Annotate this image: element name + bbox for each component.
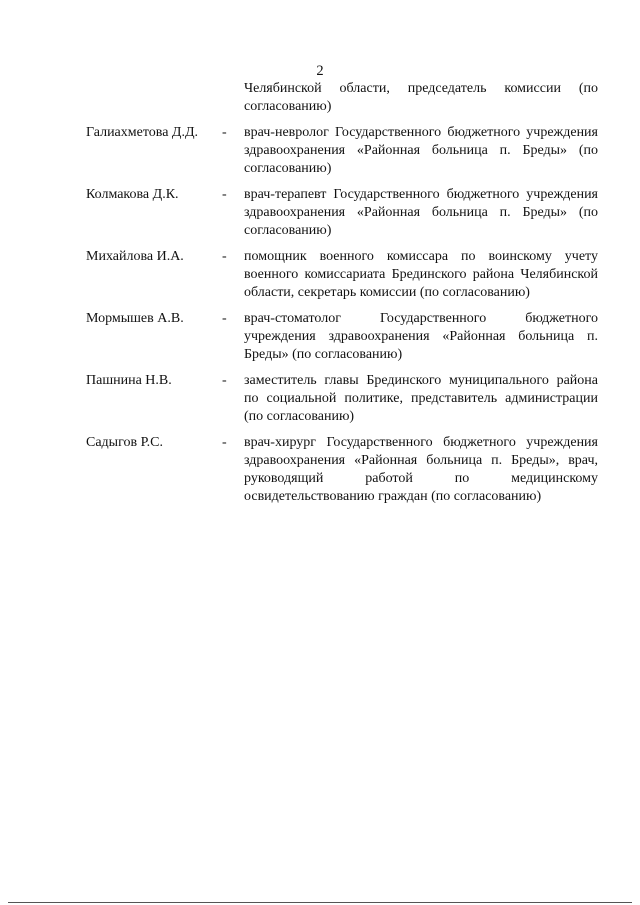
member-name: Михайлова И.А. <box>86 249 184 264</box>
member-name: Пашнина Н.В. <box>86 373 172 388</box>
page-number: 2 <box>316 63 324 79</box>
member-row <box>86 434 598 506</box>
member-role: помощник военного комиссара по воинскому учету военного комиссариата Брединского района Челябинской области, секретарь комиссии (по согласованию) <box>244 249 598 300</box>
member-name: Галиахметова Д.Д. <box>86 125 199 140</box>
member-dash: - <box>222 373 227 388</box>
member-row <box>86 310 598 364</box>
member-name: Садыгов Р.С. <box>86 435 163 450</box>
member-row <box>86 186 598 240</box>
member-role: врач-невролог Государственного бюджетного учреждения здравоохранения «Районная больница п. Бреды» (по согласованию) <box>244 125 598 176</box>
continuation-row <box>86 80 598 116</box>
member-dash: - <box>222 249 227 264</box>
commission-member-list <box>86 80 598 506</box>
member-dash: - <box>222 125 227 140</box>
member-dash: - <box>222 435 227 450</box>
member-row <box>86 248 598 302</box>
member-role: врач-стоматолог Государственного бюджетного учреждения здравоохранения «Районная больница п. Бреды» (по согласованию) <box>244 311 598 362</box>
member-row <box>86 372 598 426</box>
member-role: врач-терапевт Государственного бюджетного учреждения здравоохранения «Районная больница п. Бреды» (по согласованию) <box>244 187 598 238</box>
continuation-text: Челябинской области, председатель комиссии (по согласованию) <box>244 81 598 114</box>
member-dash: - <box>222 311 227 326</box>
member-name: Колмакова Д.К. <box>86 187 179 202</box>
member-role: заместитель главы Брединского муниципального района по социальной политике, представитель администрации (по согласованию) <box>244 373 598 424</box>
member-role: врач-хирург Государственного бюджетного учреждения здравоохранения «Районная больница п. Бреды», врач, руководящий работой по медицинскому освидетельствованию граждан (по согласованию) <box>244 435 598 504</box>
member-name: Мормышев А.В. <box>86 311 184 326</box>
member-dash: - <box>222 187 227 202</box>
page-bottom-rule <box>8 902 632 903</box>
member-row <box>86 124 598 178</box>
